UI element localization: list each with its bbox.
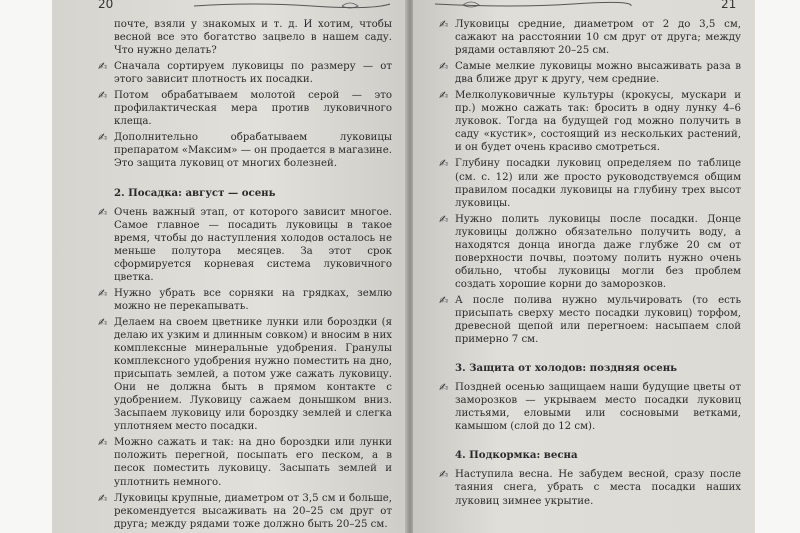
- paragraph: [100, 60, 392, 86]
- paragraph: [441, 18, 741, 57]
- paragraph: [100, 206, 392, 284]
- paragraph-text: Сначала сортируем луковицы по размеру — от этого зависит плотность их посадки.: [114, 61, 392, 86]
- paragraph-text: Можно сажать и так: на дно бороздки или лунки положить перегной, посыпать его песком, а в песок поместить луковицу. Засыпать землей и уплотнить немного.: [114, 437, 392, 488]
- paragraph: [100, 316, 392, 433]
- hand-pointer-bullet-icon: ✍: [98, 315, 108, 329]
- paragraph: [100, 492, 392, 531]
- header-ornament-left: [192, 0, 392, 10]
- paragraph-text: Наступила весна. Не забудем весной, сразу после таяния снега, убрать с места посадки наших луковиц зимнее укрытие.: [455, 469, 741, 507]
- right-page: [413, 0, 755, 533]
- paragraph: [441, 60, 741, 86]
- paragraph: [441, 89, 741, 154]
- hand-pointer-bullet-icon: ✍: [98, 89, 108, 103]
- paragraph-text: Потом обрабатываем молотой серой — это профилактическая мера против луковичного клеща.: [114, 90, 392, 128]
- paragraph-text: Мелколуковичные культуры (крокусы, мускари и пр.) можно сажать так: бросить в одну лунку 4–6 луковок. Тогда на будущей год можно получить в саду «кустик», состоящий из нескольких растений, и он будет очень красиво смотреться.: [455, 90, 741, 154]
- paragraph: [441, 294, 741, 346]
- left-page-content: [100, 18, 392, 533]
- paragraph: [100, 287, 392, 313]
- paragraph-text: Поздней осенью защищаем наши будущие цветы от заморозков — укрываем место посадки луковиц листьями, еловыми или сосновыми ветками, камышом (слой до 12 см).: [455, 382, 741, 433]
- paragraph-text: Нужно убрать все сорняки на грядках, землю можно не перекапывать.: [114, 287, 392, 312]
- hand-pointer-bullet-icon: ✍: [439, 157, 449, 171]
- right-page-content: [441, 18, 741, 511]
- paragraph: [441, 213, 741, 291]
- left-page: [52, 0, 407, 533]
- page-number-right: 21: [721, 0, 737, 11]
- paragraph-text: Делаем на своем цветнике лунки или бороздки (я делаю их узким и длинным совком) и вносим в них комплексные минеральные удобрения. Гранулы комплексного удобрения нужно поместить на дно, присыпать землей, а потом уже сажать луковицу. Они не должна быть в прямом контакте с удобрением. Луковицу сажаем донышком вниз. Засыпаем луковицу или бороздку землей и слегка уплотняем место посадки.: [114, 316, 392, 433]
- paragraph: [441, 468, 741, 507]
- section-heading-frost-protection: 3. Защита от холодов: поздняя осень: [455, 362, 678, 375]
- paragraph: [441, 381, 741, 433]
- hand-pointer-bullet-icon: ✍: [98, 491, 108, 505]
- hand-pointer-bullet-icon: ✍: [439, 468, 449, 482]
- paragraph: [100, 89, 392, 128]
- paragraph: [441, 157, 741, 209]
- section-heading-feeding: 4. Подкормка: весна: [455, 449, 578, 462]
- hand-pointer-bullet-icon: ✍: [439, 293, 449, 307]
- paragraph-text: Луковицы средние, диаметром от 2 до 3,5 см, сажают на расстоянии 10 см друг от друга; между рядами оставляют 20–25 см.: [455, 19, 741, 57]
- paragraph-text: Нужно полить луковицы после посадки. Донце луковицы должно обязательно получить воду, а находятся донца иногда даже глубже 20 см от поверхности почвы, поэтому полить нужно очень обильно, чтобы луковицы могли без проблем создать хорошие корни до заморозков.: [455, 213, 741, 290]
- hand-pointer-bullet-icon: ✍: [98, 131, 108, 145]
- hand-pointer-bullet-icon: ✍: [98, 436, 108, 450]
- hand-pointer-bullet-icon: ✍: [98, 60, 108, 74]
- paragraph-text: А после полива нужно мульчировать (то есть присыпать сверху место посадки луковиц) торфом, древесной щепой или перегноем: насыпаем слой примерно 7 см.: [455, 294, 741, 346]
- paragraph-text: Самые мелкие луковицы можно высаживать раза в два ближе друг к другу, чем средние.: [455, 61, 741, 86]
- hand-pointer-bullet-icon: ✍: [439, 89, 449, 103]
- paragraph: [100, 436, 392, 488]
- hand-pointer-bullet-icon: ✍: [98, 286, 108, 300]
- paragraph-text: Глубину посадки луковиц определяем по таблице (см. с. 12) или же просто руководствуемся общим правилом посадки луковицы на глубину трех высот луковицы.: [455, 158, 741, 209]
- hand-pointer-bullet-icon: ✍: [439, 212, 449, 226]
- hand-pointer-bullet-icon: ✍: [98, 205, 108, 219]
- paragraph: [100, 131, 392, 170]
- hand-pointer-bullet-icon: ✍: [439, 18, 449, 31]
- hand-pointer-bullet-icon: ✍: [439, 60, 449, 74]
- header-ornament-right: [433, 0, 633, 10]
- paragraph-text: Очень важный этап, от которого зависит многое. Самое главное — посадить луковицы в такое время, чтобы до наступления холодов осталось не меньше полутора месяцев. За этот срок сформируется корневая система луковичного цветка.: [114, 206, 392, 283]
- section-heading-planting: 2. Посадка: август — осень: [114, 186, 276, 199]
- hand-pointer-bullet-icon: ✍: [439, 381, 449, 395]
- paragraph-text: Луковицы крупные, диаметром от 3,5 см и больше, рекомендуется высаживать на 20–25 см друг от друга; между рядами тоже должно быть 20–25 см.: [114, 492, 392, 530]
- paragraph: [100, 18, 392, 57]
- paragraph-text: почте, взяли у знакомых и т. д. И хотим, чтобы весной все это богатство зацвело в нашем саду. Что нужно делать?: [114, 19, 392, 57]
- paragraph-text: Дополнительно обрабатываем луковицы препаратом «Максим» — он продается в магазине. Это защита луковиц от многих болезней.: [114, 132, 392, 170]
- page-number-left: 20: [98, 0, 114, 11]
